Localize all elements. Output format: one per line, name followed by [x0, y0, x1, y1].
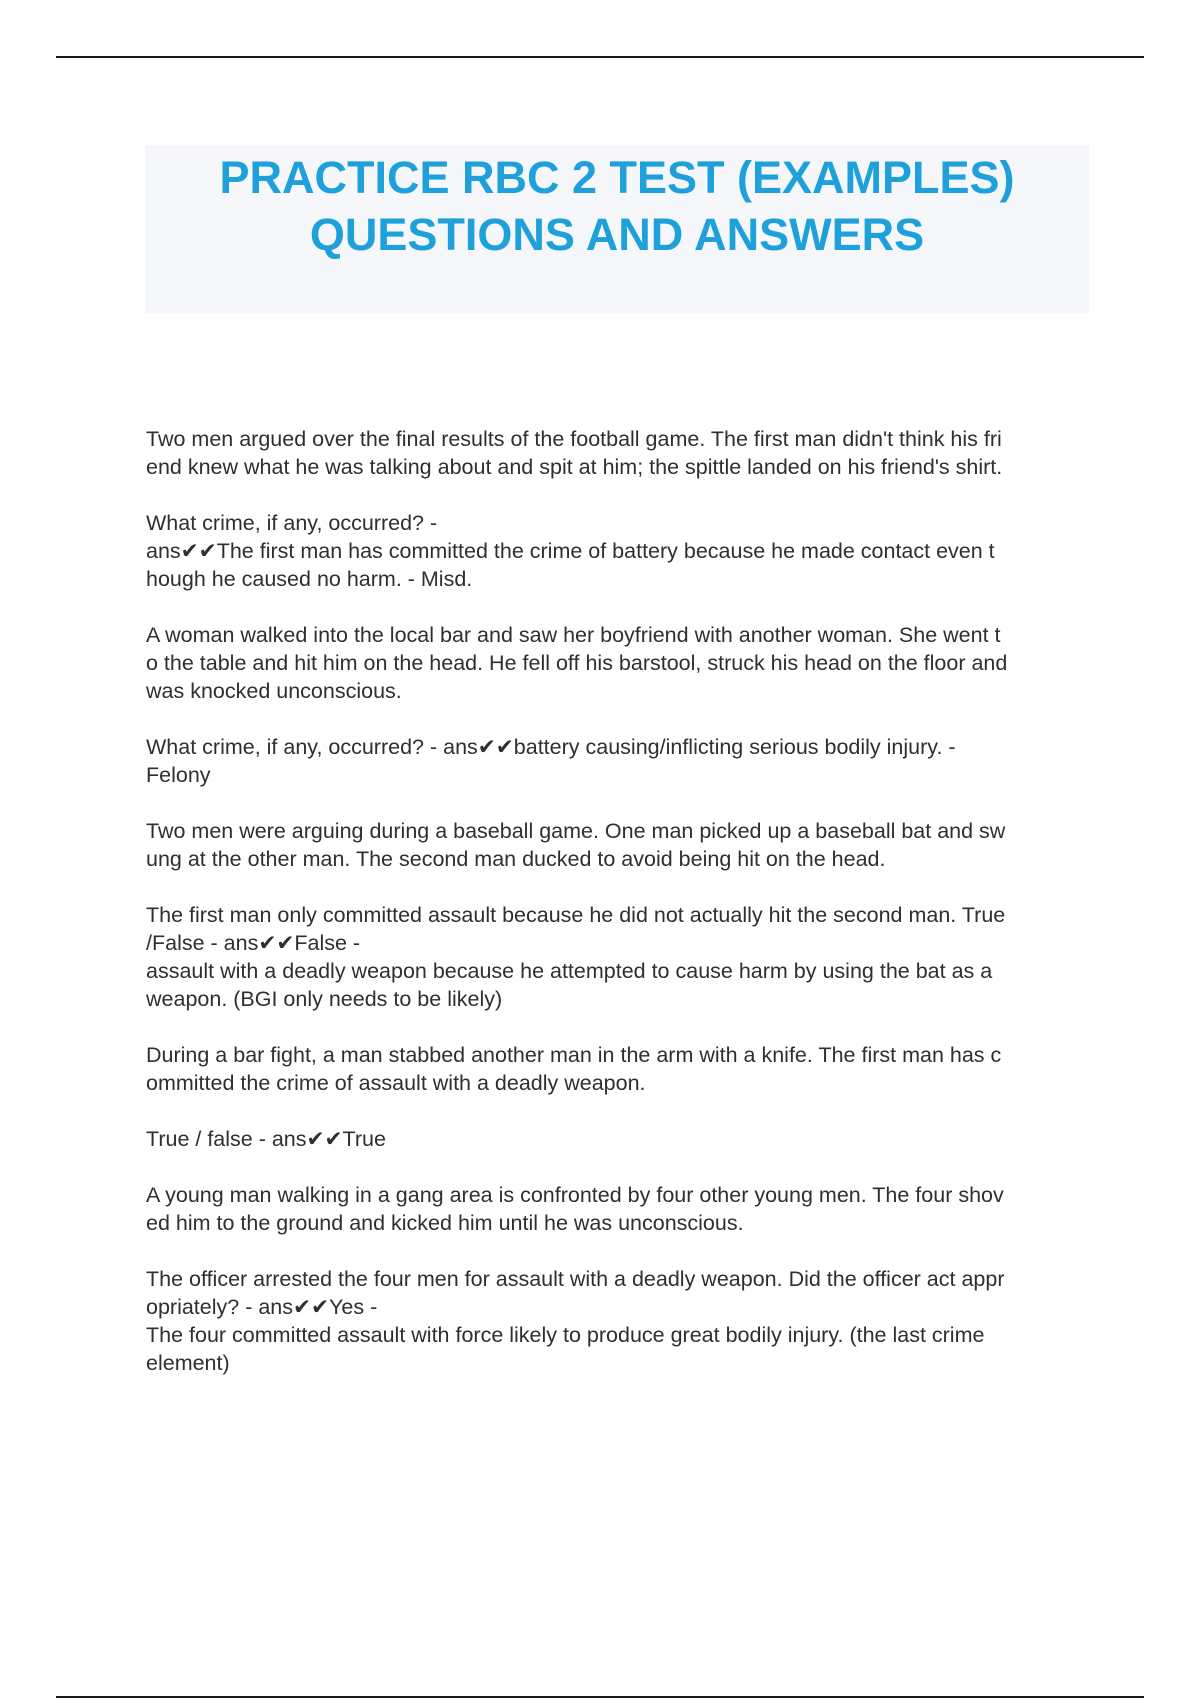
paragraph-6: The first man only committed assault because he did not actually hit the second man. True /False - ans✔✔False - assault with a deadly weapon because he attempted to cause harm by using the bat as a weapon. (BGI only needs to be likely) — [146, 903, 1006, 1011]
paragraph-9: A young man walking in a gang area is confronted by four other young men. The four shov ed him to the ground and kicked him until he was unconscious. — [146, 1183, 1004, 1235]
paragraph-7: During a bar fight, a man stabbed another man in the arm with a knife. The first man has c ommitted the crime of assault with a deadly weapon. — [146, 1043, 1002, 1095]
paragraph-3: A woman walked into the local bar and saw her boyfriend with another woman. She went t o the table and hit him on the head. He fell off his barstool, struck his head on the floor and was knocked unconscious. — [146, 623, 1008, 703]
bottom-rule — [56, 1696, 1144, 1698]
paragraph-8: True / false - ans✔✔True — [146, 1127, 386, 1151]
paragraph-2: What crime, if any, occurred? - ans✔✔The first man has committed the crime of battery because he made contact even t hough he caused no harm. - Misd. — [146, 511, 995, 591]
paragraph-1: Two men argued over the final results of the football game. The first man didn't think his fri end knew what he was talking about and spit at him; the spittle landed on his friend's shirt. — [146, 427, 1003, 479]
top-rule — [56, 56, 1144, 58]
paragraph-10: The officer arrested the four men for assault with a deadly weapon. Did the officer act appr opriately? - ans✔✔Yes - The four committed assault with force likely to produce great bodily injury. (the last crime element) — [146, 1267, 1005, 1375]
document-body — [146, 425, 1091, 1405]
title-line-2: QUESTIONS AND ANSWERS — [309, 209, 925, 260]
paragraph-4: What crime, if any, occurred? - ans✔✔battery causing/inflicting serious bodily injury. - Felony — [146, 735, 956, 787]
title-line-1: PRACTICE RBC 2 TEST (EXAMPLES) — [219, 152, 1015, 203]
title-banner — [145, 145, 1089, 313]
paragraph-5: Two men were arguing during a baseball game. One man picked up a baseball bat and sw ung at the other man. The second man ducked to avoid being hit on the head. — [146, 819, 1006, 871]
